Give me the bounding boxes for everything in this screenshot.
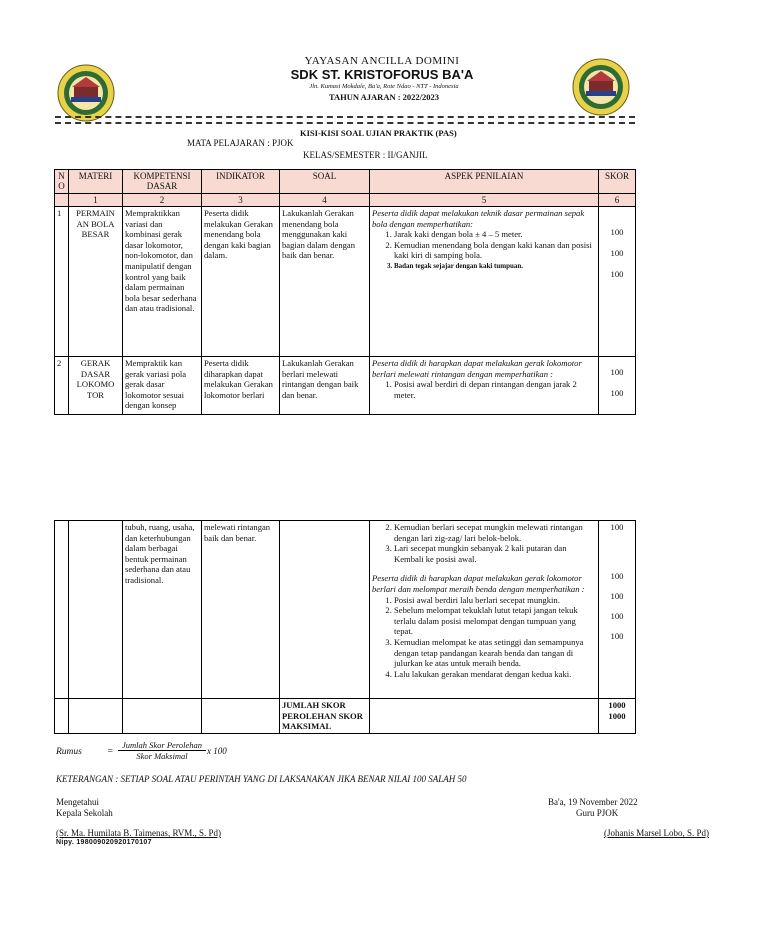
th-indikator: INDIKATOR	[202, 170, 280, 194]
row-materi: GERAK DASAR LOKOMO TOR	[69, 357, 123, 415]
table-number-row	[55, 194, 636, 207]
row-kd: Mempraktik kan gerak variasi pola gerak dasar lokomotor sesuai dengan konsep	[123, 357, 202, 415]
row-aspek	[370, 357, 599, 415]
th-aspek: ASPEK PENILAIAN	[370, 170, 599, 194]
table-row	[55, 207, 636, 357]
table-row	[55, 357, 636, 415]
aspek-item: 1. Posisi awal berdiri lalu berlari secepat mungkin.	[394, 595, 596, 606]
sign-right-line2: Guru PJOK	[576, 808, 619, 818]
row-skor: 100 100	[599, 357, 636, 415]
aspek-item: 2. Sebelum melompat tekuklah lutut tetapi jangan tekuk terlalu dalam posisi melompat dengan tumpuan yang tepat.	[394, 605, 596, 637]
th-skor: SKOR	[599, 170, 636, 194]
th-materi: MATERI	[69, 170, 123, 194]
foundation-name: YAYASAN ANCILLA DOMINI	[304, 55, 460, 67]
school-year: TAHUN AJARAN : 2022/2023	[328, 92, 440, 102]
row-kd: Mempraktikkan variasi dan kombinasi gerak dasar lokomotor, non-lokomotor, dan manipulatif dengan kontrol yang baik dalam permainan bola besar sederhana dan atau tradisional.	[123, 207, 202, 357]
total-label: JUMLAH SKOR PEROLEHAN SKOR MAKSIMAL	[280, 699, 370, 734]
row-skor: 100 100 100	[599, 207, 636, 357]
row-aspek	[370, 207, 599, 357]
th-no: N O	[55, 170, 69, 194]
aspek-item: 3. Lari secepat mungkin sebanyak 2 kali putaran dan Kembali ke posisi awal.	[394, 543, 596, 564]
row-kd: tubuh, ruang, usaha, dan keterhubungan dalam berbagai bentuk permainan sederhana dan atau tradisional.	[123, 521, 202, 699]
aspek-intro: Peserta didik di harapkan dapat melakukan gerak lokomotor berlari melewati rintangan dengan memperhatikan :	[372, 358, 582, 379]
table-row	[55, 521, 636, 699]
school-name: SDK ST. KRISTOFORUS BA'A	[290, 67, 474, 82]
row-indikator: Peserta didik diharapkan dapat melakukan Gerakan lokomotor berlari	[202, 357, 280, 415]
aspek-item: 3. Kemudian melompat ke atas setinggi dan semampunya dengan tetap pandangan kearah benda dan tangan di julurkan ke atas untuk meraih benda.	[394, 637, 596, 669]
col-num: 5	[370, 194, 599, 207]
formula-denominator: Skor Maksimal	[136, 751, 188, 761]
row-no: 2	[55, 357, 69, 415]
table-header-row	[55, 170, 636, 194]
note-text: KETERANGAN : SETIAP SOAL ATAU PERINTAH YANG DI LAKSANAKAN JIKA BENAR NILAI 100 SALAH 50	[56, 774, 467, 784]
row-materi: PERMAIN AN BOLA BESAR	[69, 207, 123, 357]
aspek-intro: Peserta didik dapat melakukan teknik dasar permainan sepak bola dengan memperhatikan:	[372, 208, 585, 229]
aspek-item: 1. Jarak kaki dengan bola ± 4 – 5 meter.	[394, 229, 596, 240]
formula-numerator: Jumlah Skor Perolehan	[118, 740, 206, 751]
doc-class: KELAS/SEMESTER : II/GANJIL	[303, 150, 428, 160]
aspek-item: 2. Kemudian menendang bola dengan kaki kanan dan posisi kaki kiri di samping bola.	[394, 240, 596, 261]
aspek-item: 3. Badan tegak sejajar dengan kaki tumpuan.	[394, 261, 596, 272]
doc-subject: MATA PELAJARAN : PJOK	[187, 138, 294, 148]
aspek-intro: Peserta didik di harapkan dapat melakukan gerak lokomotor berlari dan melompat meraih benda dengan memperhatikan :	[372, 573, 585, 594]
th-soal: SOAL	[280, 170, 370, 194]
th-kd: KOMPETENSI DASAR	[123, 170, 202, 194]
table-total-row	[55, 699, 636, 734]
col-num: 1	[69, 194, 123, 207]
sign-right-line1: Ba'a, 19 November 2022	[548, 797, 638, 807]
row-indikator: melewati rintangan baik dan benar.	[202, 521, 280, 699]
sign-left-nip: Nipy. 198009020920170107	[56, 839, 152, 846]
aspek-item: 2. Kemudian berlari secepat mungkin melewati rintangan dengan lari zig-zag/ lari belok-belok.	[394, 522, 596, 543]
col-num: 3	[202, 194, 280, 207]
total-values: 1000 1000	[599, 699, 636, 734]
formula-label: Rumus	[56, 747, 82, 757]
formula-multiplier: x 100	[207, 746, 227, 756]
row-skor: 100 100 100 100 100	[599, 521, 636, 699]
grid-table-part2	[54, 520, 636, 734]
aspek-item: 1. Posisi awal berdiri di depan rintangan dengan jarak 2 meter.	[394, 379, 596, 400]
grid-table-part1	[54, 169, 636, 415]
row-soal: Lakukanlah Gerakan menendang bola menggunakan kaki bagian dalam dengan baik dan benar.	[280, 207, 370, 357]
sign-left-line2: Kepala Sekolah	[56, 808, 113, 818]
sign-left-name: (Sr. Ma. Humilata B. Taimenas, RVM., S. Pd)	[56, 828, 221, 838]
aspek-item: 4. Lalu lakukan gerakan mendarat dengan kedua kaki.	[394, 669, 596, 680]
row-soal: Lakukanlah Gerakan berlari melewati rintangan dengan baik dan benar.	[280, 357, 370, 415]
doc-title: KISI-KISI SOAL UJIAN PRAKTIK (PAS)	[300, 128, 457, 138]
sign-left-line1: Mengetahui	[56, 797, 99, 807]
col-num: 4	[280, 194, 370, 207]
sign-right-name: (Johanis Marsel Lobo, S. Pd)	[604, 828, 709, 838]
col-num: 6	[599, 194, 636, 207]
header-divider	[55, 116, 635, 124]
row-indikator: Peserta didik melakukan Gerakan menendang bola dengan kaki bagian dalam.	[202, 207, 280, 357]
col-num: 2	[123, 194, 202, 207]
school-address: Jln. Kumasi Mokdale, Ba'a, Rote Ndao - NTT - Indonesia	[309, 83, 459, 90]
row-aspek	[370, 521, 599, 699]
row-no: 1	[55, 207, 69, 357]
